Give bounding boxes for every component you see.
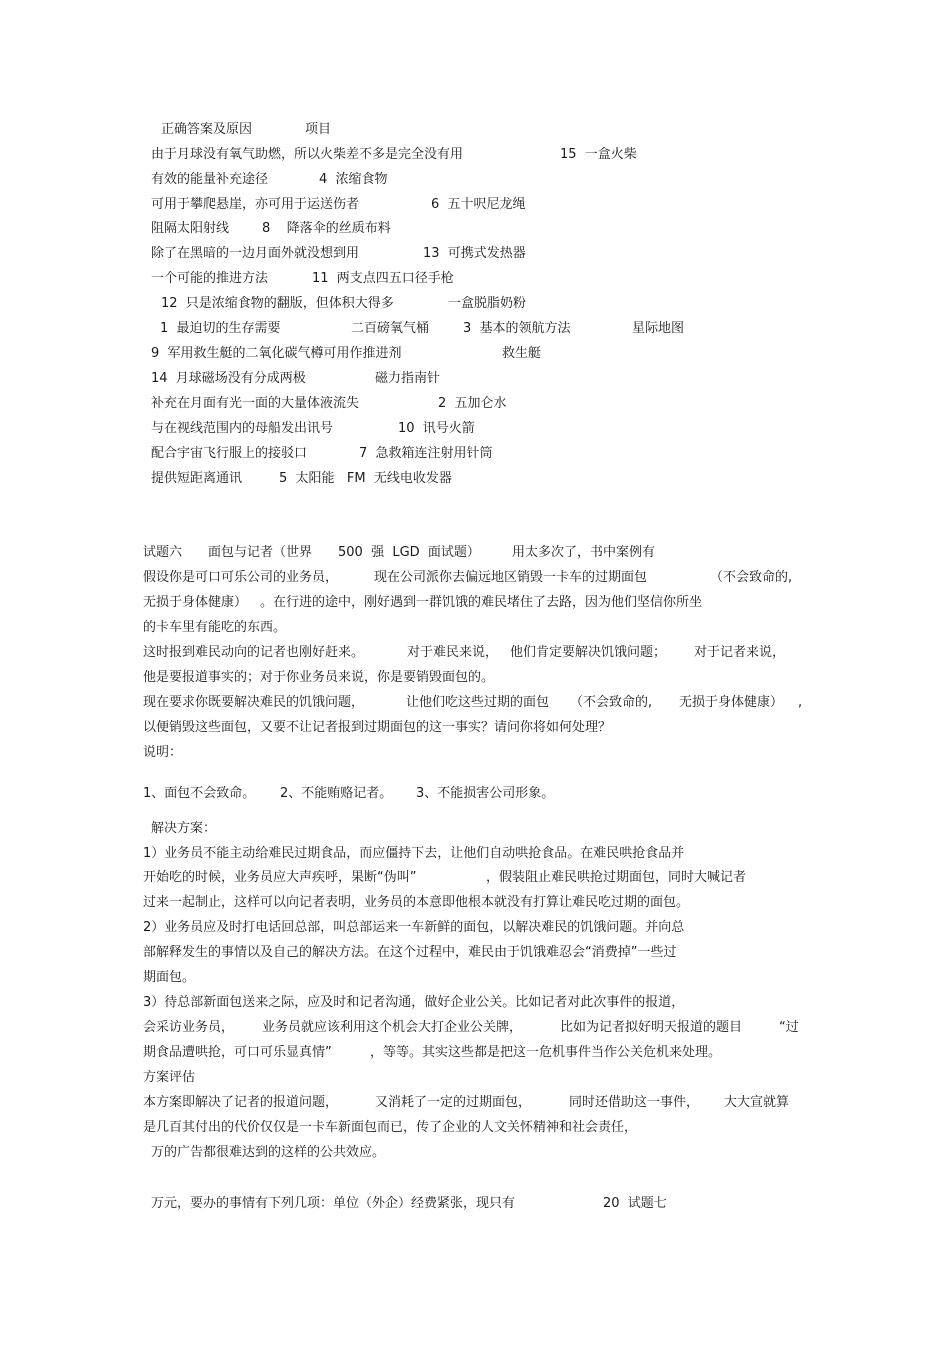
text-line: 解决方案： [151, 821, 217, 836]
text-line: 可用于攀爬悬崖，亦可用于运送伤者 [151, 197, 360, 212]
text-line: 提供短距离通讯 [151, 471, 243, 486]
text-line: 现在要求你既要解决难民的饥饿问题， [143, 695, 365, 710]
text-line: 8 降落伞的丝质布料 [262, 221, 391, 236]
text-line: 这时报到难民动向的记者也刚好赶来。 [143, 645, 365, 660]
text-line: 3、不能损害公司形象。 [416, 786, 555, 801]
section-title: 试题六 [143, 545, 183, 560]
text-line: 7 急救箱连注射用针筒 [359, 446, 493, 461]
text-line: 2、不能贿赂记者。 [280, 786, 393, 801]
text-line: 与在视线范围内的母船发出讯号 [151, 421, 334, 436]
text-line: 10 讯号火箭 [398, 421, 475, 436]
text-line: 是几百其付出的代价仅仅是一卡车新面包而已，传了企业的人文关怀精神和社会责任， [143, 1120, 638, 1135]
text-line: 对于记者来说， [694, 645, 786, 660]
text-line: 对于难民来说， [407, 645, 499, 660]
text-line: , [798, 695, 803, 710]
text-line: 1）业务员不能主动给难民过期食品，而应僵持下去，让他们自动哄抢食品。在难民哄抢食品并 [143, 846, 685, 861]
text-line: 的卡车里有能吃的东西。 [143, 620, 287, 635]
text-line: 现在公司派你去偏远地区销毁一卡车的过期面包 [374, 570, 648, 585]
text-line: 用太多次了，书中案例有 [512, 545, 656, 560]
text-line: 11 两支点四五口径手枪 [312, 271, 454, 286]
text-line: 正确答案及原因 [161, 122, 253, 137]
text-line: 无损于身体健康） [143, 595, 248, 610]
text-line: 救生艇 [502, 346, 542, 361]
text-line: 13 可携式发热器 [423, 246, 526, 261]
text-line: “过 [779, 1020, 799, 1035]
text-line: 星际地图 [632, 321, 685, 336]
text-line: 开始吃的时候，业务员应大声疾呼，果断“伪叫” [143, 870, 417, 885]
text-line: 补充在月面有光一面的大量体液流失 [151, 396, 360, 411]
text-line: 14 月球磁场没有分成两极 [151, 371, 306, 386]
text-line: 他是要报道事实的；对于你业务员来说，你是要销毁面包的。 [143, 670, 495, 685]
text-line: 1 最迫切的生存需要 [160, 321, 281, 336]
text-line: 3 基本的领航方法 [463, 321, 571, 336]
text-line: 以便销毁这些面包，又要不让记者报到过期面包的这一事实？请问你将如何处理？ [143, 720, 612, 735]
text-line: 本方案即解决了记者的报道问题， [143, 1095, 339, 1110]
text-line: 5 太阳能 FM 无线电收发器 [279, 471, 452, 486]
text-line: 假设你是可口可乐公司的业务员， [143, 570, 339, 585]
text-line: 让他们吃这些过期的面包 [406, 695, 550, 710]
text-line: 万的广告都很难达到的这样的公共效应。 [151, 1145, 386, 1160]
text-line: 500 强 LGD 面试题） [338, 545, 480, 560]
text-line: 一个可能的推进方法 [151, 271, 269, 286]
text-line: 4 浓缩食物 [319, 172, 388, 187]
text-line: （不会致命的, [570, 695, 653, 710]
text-line: 2）业务员应及时打电话回总部，叫总部运来一车新鲜的面包，以解决难民的饥饿问题。并向总 [143, 920, 685, 935]
text-line: 二百磅氧气桶 [351, 321, 430, 336]
text-line: 比如为记者拟好明天报道的题目 [560, 1020, 743, 1035]
text-line: ，等等。其实这些都是把这一危机事件当作公关危机来处理。 [370, 1045, 722, 1060]
text-line: 他们肯定要解决饥饿问题； [510, 645, 667, 660]
text-line: 有效的能量补充途径 [151, 172, 269, 187]
text-line: ，假装阻止难民哄抢过期面包，同时大喊记者 [486, 870, 747, 885]
text-line: 3）待总部新面包送来之际，应及时和记者沟通，做好企业公关。比如记者对此次事件的报道， [143, 995, 685, 1010]
text-line: 。在行进的途中，刚好遇到一群饥饿的难民堵住了去路，因为他们坚信你所坐 [260, 595, 703, 610]
text-line: 1、面包不会致命。 [143, 786, 256, 801]
text-line: 期食品遭哄抢，可口可乐显真情” [143, 1045, 332, 1060]
text-line: 同时还借助这一事件， [569, 1095, 700, 1110]
text-line: 15 一盒火柴 [560, 147, 637, 162]
text-line: 业务员就应该利用这个机会大打企业公关牌， [262, 1020, 523, 1035]
text-line: 由于月球没有氧气助燃，所以火柴差不多是完全没有用 [151, 147, 464, 162]
text-line: 大大宣就算 [724, 1095, 790, 1110]
text-line: 又消耗了一定的过期面包， [375, 1095, 532, 1110]
text-line: 除了在黑暗的一边月面外就没想到用 [151, 246, 360, 261]
text-line: 期面包。 [143, 970, 196, 985]
text-line: 20 试题七 [603, 1196, 667, 1211]
text-line: 万元，要办的事情有下列几项：单位（外企）经费紧张，现只有 [151, 1196, 516, 1211]
section-title: 方案评估 [143, 1070, 196, 1085]
text-line: 一盒脱脂奶粉 [448, 296, 527, 311]
text-line: 2 五加仑水 [438, 396, 507, 411]
text-line: 过来一起制止，这样可以向记者表明，业务员的本意即他根本就没有打算让难民吃过期的面包。 [143, 895, 690, 910]
text-line: 阻隔太阳射线 [151, 221, 230, 236]
text-line: 部解释发生的事情以及自己的解决方法。在这个过程中，难民由于饥饿难忍会“消费掉”一些过 [143, 945, 677, 960]
text-line: 面包与记者（世界 [208, 545, 313, 560]
text-line: 9 军用救生艇的二氧化碳气樽可用作推进剂 [151, 346, 402, 361]
text-line: 6 五十呎尼龙绳 [431, 197, 526, 212]
text-line: 说明： [143, 745, 183, 760]
text-line: （不会致命的, [710, 570, 793, 585]
text-line: 无损于身体健康） [679, 695, 784, 710]
text-line: 磁力指南针 [375, 371, 441, 386]
text-line: 12 只是浓缩食物的翻版，但体积大得多 [161, 296, 394, 311]
text-line: 会采访业务员， [143, 1020, 235, 1035]
text-line: 配合宇宙飞行服上的接驳口 [151, 446, 308, 461]
text-line: 项目 [305, 122, 332, 137]
